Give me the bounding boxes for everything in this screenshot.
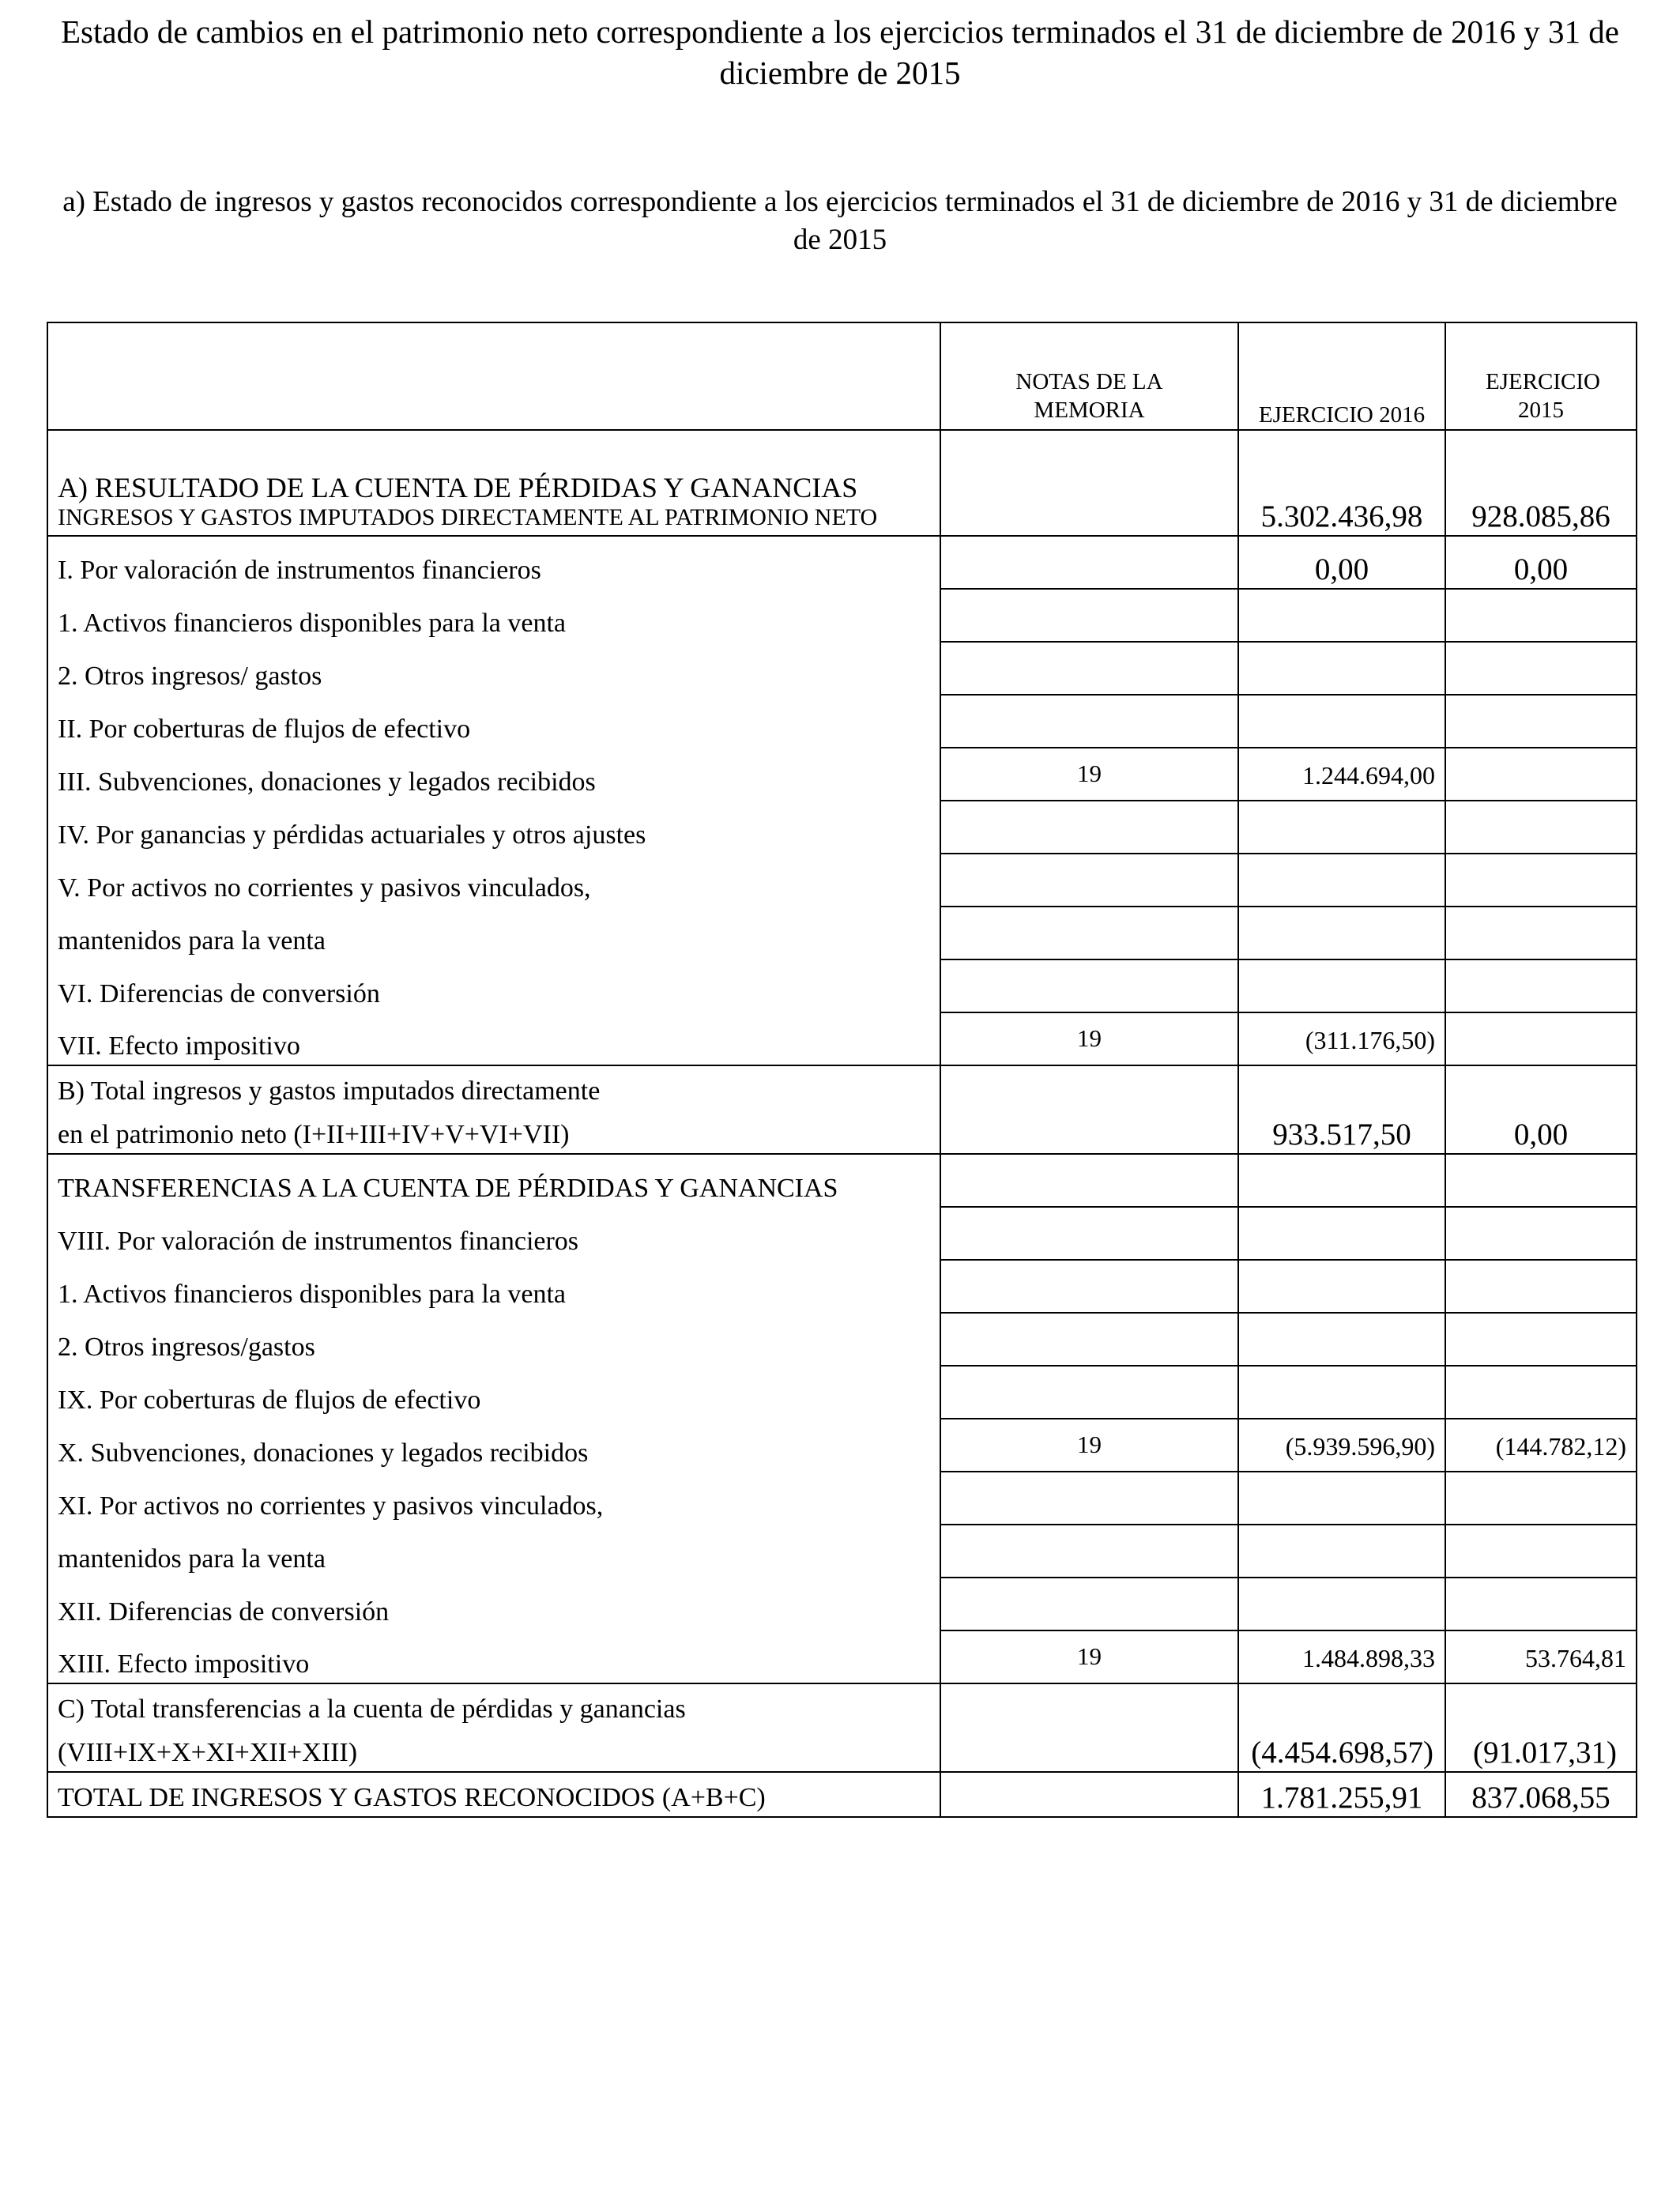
- total-b-label-1: B) Total ingresos y gastos imputados directamente: [47, 1065, 940, 1110]
- table-row: [47, 695, 1637, 748]
- header-blank-cell: [47, 322, 940, 430]
- row-value-2015: [1445, 1207, 1637, 1260]
- table-row: [47, 1260, 1637, 1313]
- row-note: [940, 801, 1238, 854]
- row-value-2016: [1238, 1313, 1445, 1366]
- row-value-2015: [1445, 1260, 1637, 1313]
- row-label: III. Subvenciones, donaciones y legados recibidos: [47, 748, 940, 801]
- row-label: I. Por valoración de instrumentos financieros: [47, 536, 940, 589]
- row-value-2015: [1445, 1525, 1637, 1578]
- row-label: V. Por activos no corrientes y pasivos vinculados,: [47, 854, 940, 907]
- table-row: [47, 589, 1637, 642]
- header-notes: NOTAS DE LA MEMORIA: [940, 322, 1238, 430]
- row-value-2016: 1.484.898,33: [1238, 1630, 1445, 1683]
- row-value-2015: [1445, 1578, 1637, 1630]
- row-label: 2. Otros ingresos/ gastos: [47, 642, 940, 695]
- row-note: [940, 1313, 1238, 1366]
- section-rows: [47, 536, 1637, 1065]
- row-label: 2. Otros ingresos/gastos: [47, 1313, 940, 1366]
- section-a-title: A) RESULTADO DE LA CUENTA DE PÉRDIDAS Y GANANCIAS: [58, 472, 858, 503]
- section-a-note: [940, 430, 1238, 536]
- row-label: II. Por coberturas de flujos de efectivo: [47, 695, 940, 748]
- document-subtitle: a) Estado de ingresos y gastos reconocidos correspondiente a los ejercicios terminados el 31 de diciembre de 2016 y 31 de diciembre de 2015: [62, 186, 1618, 256]
- row-value-2015: [1445, 1313, 1637, 1366]
- total-b-note: [940, 1065, 1238, 1110]
- table-row: [47, 959, 1637, 1012]
- grand-total-2016: 1.781.255,91: [1238, 1772, 1445, 1817]
- row-value-2015: 53.764,81: [1445, 1630, 1637, 1683]
- table-row: [47, 1154, 1637, 1207]
- row-note: [940, 695, 1238, 748]
- row-note: 19: [940, 1419, 1238, 1472]
- row-value-2016: [1238, 1472, 1445, 1525]
- total-c-label-2: (VIII+IX+X+XI+XII+XIII): [47, 1728, 940, 1772]
- row-label: mantenidos para la venta: [47, 907, 940, 959]
- row-note: 19: [940, 748, 1238, 801]
- total-c-row-2: [47, 1728, 1637, 1772]
- total-c-label-1: C) Total transferencias a la cuenta de pérdidas y ganancias: [47, 1683, 940, 1728]
- row-label: XIII. Efecto impositivo: [47, 1630, 940, 1683]
- row-value-2016: [1238, 589, 1445, 642]
- table-row: [47, 536, 1637, 589]
- row-value-2016: [1238, 1578, 1445, 1630]
- row-value-2016: [1238, 1154, 1445, 1207]
- total-c-note-2: [940, 1728, 1238, 1772]
- row-value-2015: (144.782,12): [1445, 1419, 1637, 1472]
- row-label: IX. Por coberturas de flujos de efectivo: [47, 1366, 940, 1419]
- grand-total-2015: 837.068,55: [1445, 1772, 1637, 1817]
- header-year-2016: EJERCICIO 2016: [1238, 322, 1445, 430]
- row-value-2016: [1238, 642, 1445, 695]
- row-note: [940, 536, 1238, 589]
- row-value-2016: [1238, 959, 1445, 1012]
- row-label: mantenidos para la venta: [47, 1525, 940, 1578]
- table-row: [47, 1207, 1637, 1260]
- row-label: 1. Activos financieros disponibles para la venta: [47, 589, 940, 642]
- row-value-2016: [1238, 1366, 1445, 1419]
- total-b-row-1: [47, 1065, 1637, 1110]
- row-value-2015: [1445, 1472, 1637, 1525]
- total-c-row-1: [47, 1683, 1637, 1728]
- row-value-2016: [1238, 1260, 1445, 1313]
- row-value-2015: [1445, 854, 1637, 907]
- row-value-2016: 0,00: [1238, 536, 1445, 589]
- grand-total-note: [940, 1772, 1238, 1817]
- section-a-2015: 928.085,86: [1445, 430, 1637, 536]
- table-row: [47, 854, 1637, 907]
- row-note: [940, 642, 1238, 695]
- row-value-2015: [1445, 1366, 1637, 1419]
- total-c-2016-top: [1238, 1683, 1445, 1728]
- row-value-2016: [1238, 854, 1445, 907]
- table-row: [47, 748, 1637, 801]
- document-title: Estado de cambios en el patrimonio neto correspondiente a los ejercicios terminados el 31 de diciembre de 2016 y 31 de diciembre de 2015: [61, 13, 1619, 91]
- row-value-2015: [1445, 907, 1637, 959]
- transfer-rows: [47, 1154, 1637, 1683]
- row-value-2016: (5.939.596,90): [1238, 1419, 1445, 1472]
- section-a-subtitle: INGRESOS Y GASTOS IMPUTADOS DIRECTAMENTE AL PATRIMONIO NETO: [58, 504, 878, 530]
- row-note: 19: [940, 1630, 1238, 1683]
- table-row: [47, 907, 1637, 959]
- table-row: [47, 1419, 1637, 1472]
- row-value-2016: 1.244.694,00: [1238, 748, 1445, 801]
- row-value-2015: [1445, 589, 1637, 642]
- table-row: [47, 801, 1637, 854]
- table-row: [47, 1313, 1637, 1366]
- total-c-2015-top: [1445, 1683, 1637, 1728]
- row-note: [940, 589, 1238, 642]
- table-row: [47, 1578, 1637, 1630]
- row-value-2015: [1445, 748, 1637, 801]
- row-label: VIII. Por valoración de instrumentos financieros: [47, 1207, 940, 1260]
- row-value-2015: [1445, 1012, 1637, 1065]
- header-year-2015: EJERCICIO 2015: [1445, 322, 1637, 430]
- table-row: [47, 1630, 1637, 1683]
- row-note: [940, 907, 1238, 959]
- row-value-2015: [1445, 1154, 1637, 1207]
- row-note: [940, 1366, 1238, 1419]
- row-value-2016: (311.176,50): [1238, 1012, 1445, 1065]
- grand-total-row: [47, 1772, 1637, 1817]
- row-label: X. Subvenciones, donaciones y legados recibidos: [47, 1419, 940, 1472]
- row-label: VI. Diferencias de conversión: [47, 959, 940, 1012]
- table-row: [47, 1366, 1637, 1419]
- row-label: VII. Efecto impositivo: [47, 1012, 940, 1065]
- total-b-2016-top: [1238, 1065, 1445, 1110]
- row-label: XII. Diferencias de conversión: [47, 1578, 940, 1630]
- total-c-note: [940, 1683, 1238, 1728]
- row-label: TRANSFERENCIAS A LA CUENTA DE PÉRDIDAS Y GANANCIAS: [47, 1154, 940, 1207]
- row-value-2015: [1445, 642, 1637, 695]
- row-label: XI. Por activos no corrientes y pasivos vinculados,: [47, 1472, 940, 1525]
- row-value-2015: [1445, 959, 1637, 1012]
- row-value-2016: [1238, 1207, 1445, 1260]
- row-value-2016: [1238, 1525, 1445, 1578]
- income-expense-table: [47, 322, 1637, 1818]
- table-row: [47, 1472, 1637, 1525]
- row-value-2016: [1238, 907, 1445, 959]
- table-row: [47, 1525, 1637, 1578]
- table-row: [47, 1012, 1637, 1065]
- row-note: [940, 1260, 1238, 1313]
- row-note: [940, 1472, 1238, 1525]
- total-b-note-2: [940, 1110, 1238, 1154]
- row-value-2016: [1238, 801, 1445, 854]
- section-a-row: [47, 430, 1637, 536]
- row-value-2015: [1445, 695, 1637, 748]
- row-label: 1. Activos financieros disponibles para la venta: [47, 1260, 940, 1313]
- total-b-2016: 933.517,50: [1238, 1110, 1445, 1154]
- row-note: [940, 1207, 1238, 1260]
- section-a-2016: 5.302.436,98: [1238, 430, 1445, 536]
- section-a-label: [47, 430, 940, 536]
- row-label: IV. Por ganancias y pérdidas actuariales y otros ajustes: [47, 801, 940, 854]
- row-note: [940, 854, 1238, 907]
- table-header-row: [47, 322, 1637, 430]
- row-note: [940, 1578, 1238, 1630]
- row-value-2016: [1238, 695, 1445, 748]
- row-note: [940, 1154, 1238, 1207]
- table-row: [47, 642, 1637, 695]
- grand-total-label: TOTAL DE INGRESOS Y GASTOS RECONOCIDOS (A+B+C): [47, 1772, 940, 1817]
- total-b-2015-top: [1445, 1065, 1637, 1110]
- total-b-2015: 0,00: [1445, 1110, 1637, 1154]
- total-b-label-2: en el patrimonio neto (I+II+III+IV+V+VI+VII): [47, 1110, 940, 1154]
- row-note: [940, 959, 1238, 1012]
- row-note: 19: [940, 1012, 1238, 1065]
- row-value-2015: 0,00: [1445, 536, 1637, 589]
- total-c-2015: (91.017,31): [1445, 1728, 1637, 1772]
- total-c-2016: (4.454.698,57): [1238, 1728, 1445, 1772]
- row-note: [940, 1525, 1238, 1578]
- row-value-2015: [1445, 801, 1637, 854]
- total-b-row-2: [47, 1110, 1637, 1154]
